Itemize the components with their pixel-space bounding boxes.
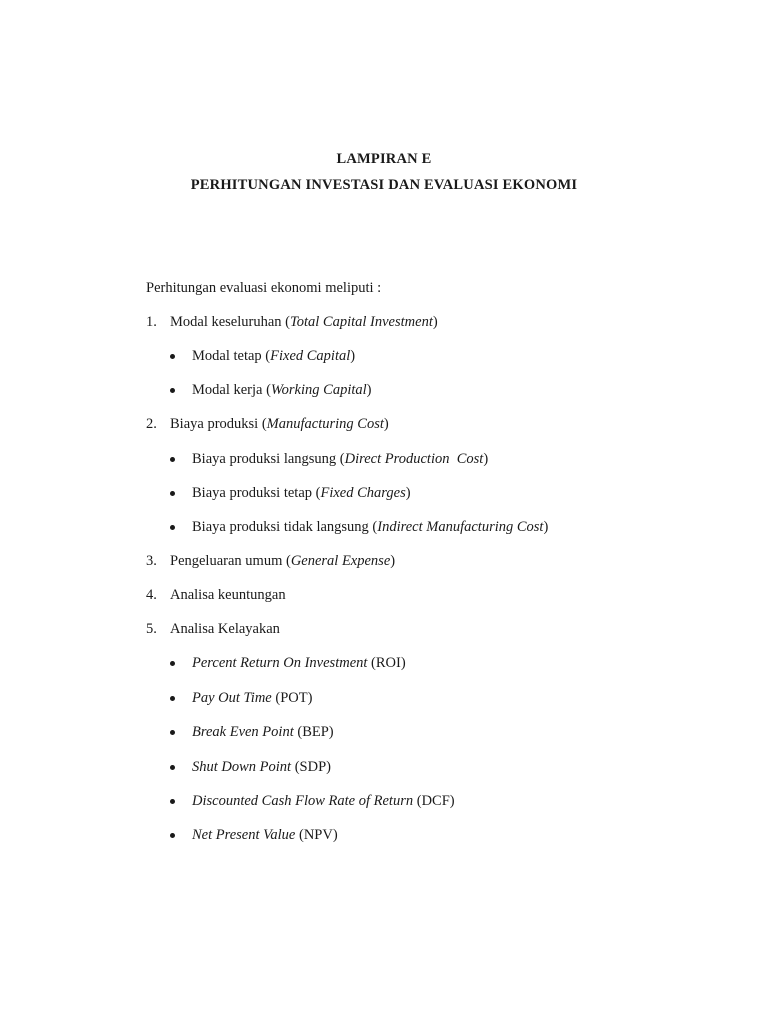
bullet-dot-icon [170,388,175,393]
item-text: Biaya produksi (Manufacturing Cost) [170,416,389,432]
item-text: Analisa keuntungan [170,587,286,603]
bullet-dot-icon [170,491,175,496]
bullet-dot-icon [170,354,175,359]
bullet-dot-icon [170,765,175,770]
bullet-dot-icon [170,730,175,735]
item-text: Pengeluaran umum (General Expense) [170,553,396,569]
item-number: 4. [146,587,157,603]
bullet-dot-icon [170,799,175,804]
bullet-dot-icon [170,833,175,838]
item-number: 1. [146,314,157,330]
document-page: LAMPIRAN E PERHITUNGAN INVESTASI DAN EVALUASI EKONOMI Perhitungan evaluasi ekonomi meliputi : 1. Modal keseluruhan (Total Capital Investment) Modal tetap (Fixed Capital) Modal kerja (Working Capital) 2. Biaya produksi (Manufacturing Cost) Biaya produksi langsung (Direct Production Cost) Biaya produksi tetap (Fixed Charges) Biaya produksi tidak langsung (Indirect Manufacturing Cost) 3. Pengeluaran umum (General Expense) 4. Analisa keuntungan 5. Analisa Kelayakan Percent Return On Investment (ROI) Pay Out Time (POT) Break Even Point (BEP) Shut Down Point (SDP) Discounted Cash Flow Rate of Return (DCF) Net Present Value (NPV) [0,0,768,1024]
item-number: 3. [146,553,157,569]
appendix-title: LAMPIRAN E [336,151,432,167]
intro-text: Perhitungan evaluasi ekonomi meliputi : [146,280,382,296]
item-text: Analisa Kelayakan [170,621,280,637]
bullet-dot-icon [170,525,175,530]
bullet-dot-icon [170,696,175,701]
bullet-dot-icon [170,457,175,462]
bullet-dot-icon [170,661,175,666]
item-number: 5. [146,621,157,637]
appendix-subtitle: PERHITUNGAN INVESTASI DAN EVALUASI EKONOMI [190,177,578,193]
item-text: Modal keseluruhan (Total Capital Investment) [170,314,438,330]
item-number: 2. [146,416,157,432]
